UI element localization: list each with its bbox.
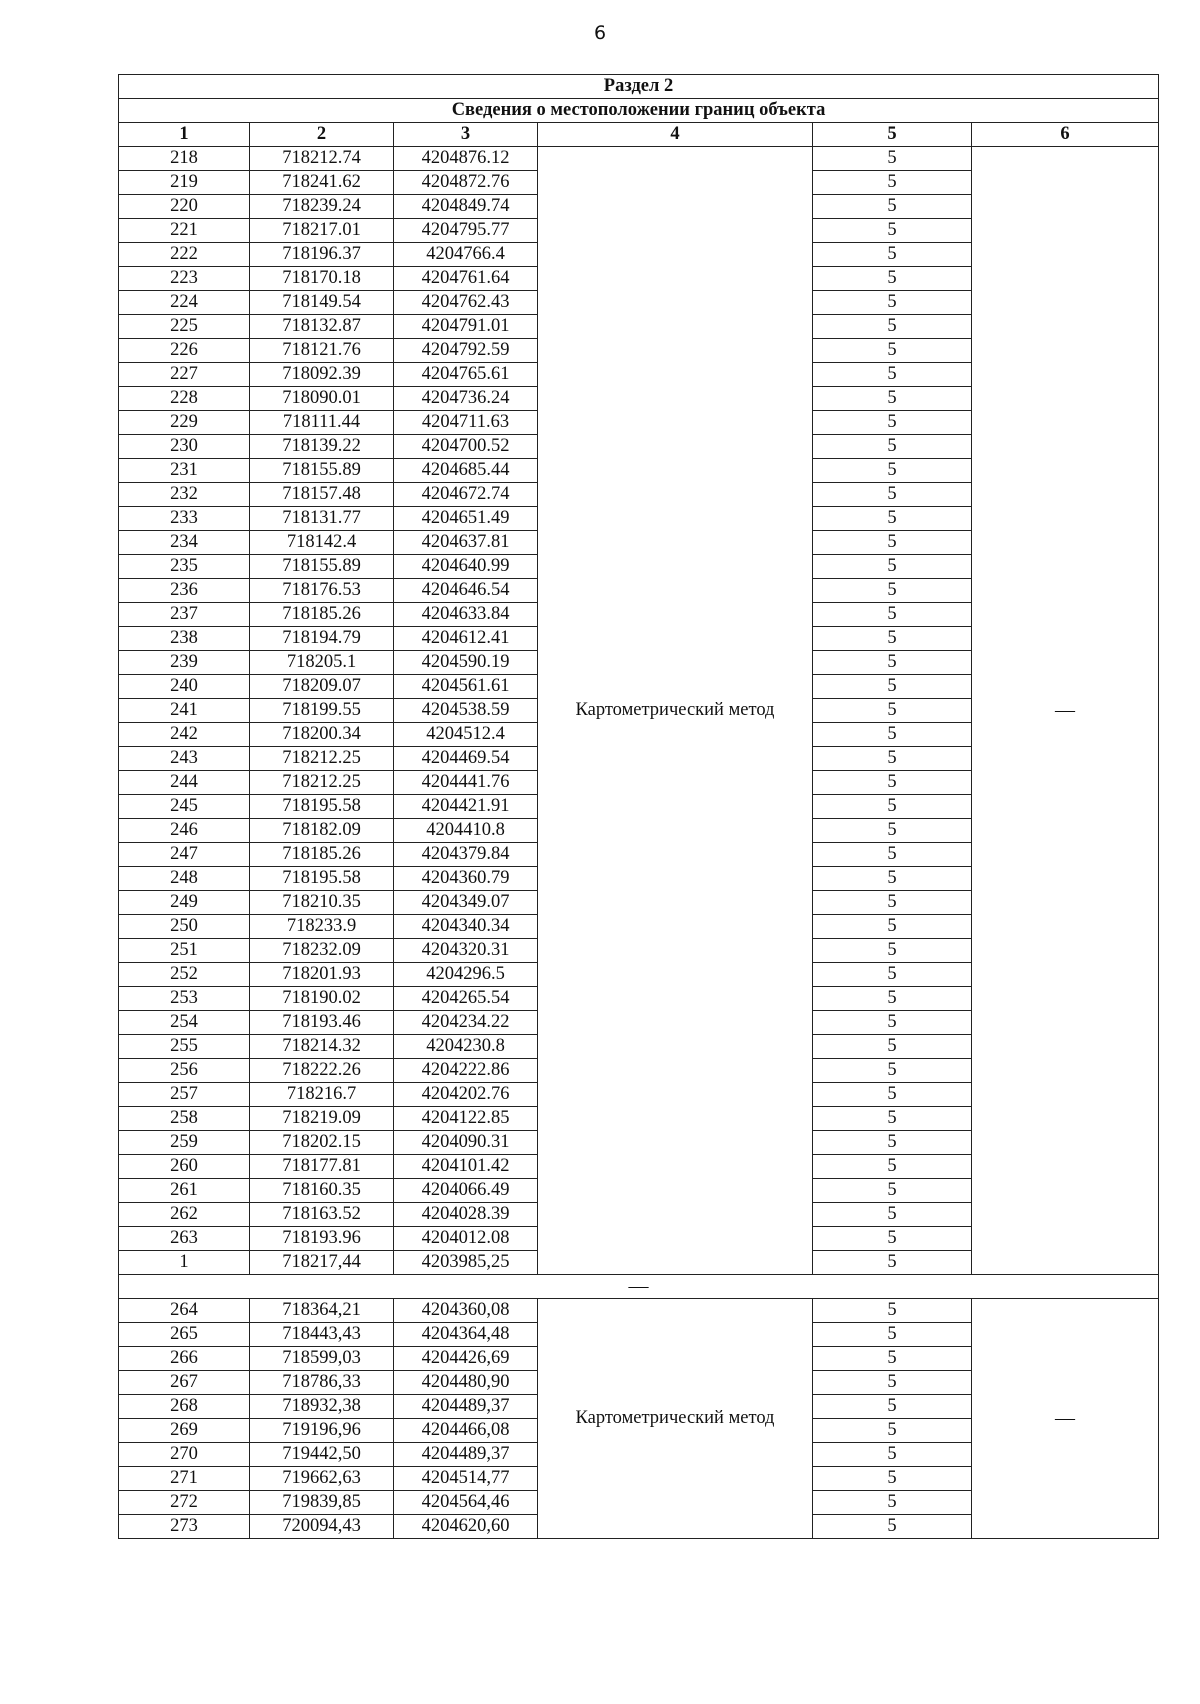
x-coordinate-cell: 718194.79 [250,627,394,651]
y-coordinate-cell: 4204711.63 [394,411,538,435]
point-number-cell: 265 [119,1323,250,1347]
accuracy-cell: 5 [813,1203,972,1227]
y-coordinate-cell: 4204876.12 [394,147,538,171]
accuracy-cell: 5 [813,1107,972,1131]
y-coordinate-cell: 4204736.24 [394,387,538,411]
y-coordinate-cell: 4204590.19 [394,651,538,675]
point-number-cell: 236 [119,579,250,603]
point-number-cell: 249 [119,891,250,915]
y-coordinate-cell: 4204222.86 [394,1059,538,1083]
y-coordinate-cell: 4204651.49 [394,507,538,531]
x-coordinate-cell: 718205.1 [250,651,394,675]
accuracy-cell: 5 [813,675,972,699]
point-number-cell: 248 [119,867,250,891]
point-number-cell: 262 [119,1203,250,1227]
x-coordinate-cell: 718149.54 [250,291,394,315]
y-coordinate-cell: 4204469.54 [394,747,538,771]
y-coordinate-cell: 4204489,37 [394,1395,538,1419]
x-coordinate-cell: 718176.53 [250,579,394,603]
point-number-cell: 239 [119,651,250,675]
x-coordinate-cell: 718199.55 [250,699,394,723]
point-number-cell: 259 [119,1131,250,1155]
point-number-cell: 230 [119,435,250,459]
accuracy-cell: 5 [813,315,972,339]
point-number-cell: 220 [119,195,250,219]
y-coordinate-cell: 4204685.44 [394,459,538,483]
y-coordinate-cell: 4204296.5 [394,963,538,987]
y-coordinate-cell: 4204792.59 [394,339,538,363]
accuracy-cell: 5 [813,699,972,723]
x-coordinate-cell: 718241.62 [250,171,394,195]
y-coordinate-cell: 4204466,08 [394,1419,538,1443]
y-coordinate-cell: 4204360.79 [394,867,538,891]
point-number-cell: 235 [119,555,250,579]
point-number-cell: 228 [119,387,250,411]
accuracy-cell: 5 [813,579,972,603]
point-number-cell: 233 [119,507,250,531]
y-coordinate-cell: 4204265.54 [394,987,538,1011]
x-coordinate-cell: 718212.25 [250,771,394,795]
x-coordinate-cell: 718185.26 [250,603,394,627]
y-coordinate-cell: 4204762.43 [394,291,538,315]
x-coordinate-cell: 718233.9 [250,915,394,939]
x-coordinate-cell: 720094,43 [250,1515,394,1539]
accuracy-cell: 5 [813,1011,972,1035]
point-number-cell: 218 [119,147,250,171]
x-coordinate-cell: 718216.7 [250,1083,394,1107]
point-number-cell: 229 [119,411,250,435]
block-separator-row [119,1275,1159,1299]
y-coordinate-cell: 4204700.52 [394,435,538,459]
y-coordinate-cell: 4204480,90 [394,1371,538,1395]
y-coordinate-cell: 4204637.81 [394,531,538,555]
point-number-cell: 258 [119,1107,250,1131]
section-title: Раздел 2 [119,75,1159,99]
table-body [119,147,1159,1539]
accuracy-cell: 5 [813,963,972,987]
x-coordinate-cell: 718210.35 [250,891,394,915]
point-number-cell: 243 [119,747,250,771]
accuracy-cell: 5 [813,1059,972,1083]
point-number-cell: 253 [119,987,250,1011]
point-number-cell: 247 [119,843,250,867]
point-number-cell: 222 [119,243,250,267]
point-number-cell: 252 [119,963,250,987]
x-coordinate-cell: 718195.58 [250,867,394,891]
y-coordinate-cell: 4204633.84 [394,603,538,627]
y-coordinate-cell: 4204538.59 [394,699,538,723]
accuracy-cell: 5 [813,939,972,963]
accuracy-cell: 5 [813,1515,972,1539]
accuracy-cell: 5 [813,171,972,195]
x-coordinate-cell: 719442,50 [250,1443,394,1467]
x-coordinate-cell: 718219.09 [250,1107,394,1131]
accuracy-cell: 5 [813,195,972,219]
x-coordinate-cell: 718217.01 [250,219,394,243]
point-number-cell: 231 [119,459,250,483]
x-coordinate-cell: 718157.48 [250,483,394,507]
accuracy-cell: 5 [813,891,972,915]
y-coordinate-cell: 4204512.4 [394,723,538,747]
point-number-cell: 221 [119,219,250,243]
y-coordinate-cell: 4204028.39 [394,1203,538,1227]
y-coordinate-cell: 4204360,08 [394,1299,538,1323]
point-number-cell: 242 [119,723,250,747]
accuracy-cell: 5 [813,603,972,627]
x-coordinate-cell: 718092.39 [250,363,394,387]
point-number-cell: 266 [119,1347,250,1371]
accuracy-cell: 5 [813,147,972,171]
point-number-cell: 225 [119,315,250,339]
y-coordinate-cell: 4204230.8 [394,1035,538,1059]
point-number-cell: 261 [119,1179,250,1203]
section-subtitle: Сведения о местоположении границ объекта [119,99,1159,123]
x-coordinate-cell: 718185.26 [250,843,394,867]
accuracy-cell: 5 [813,1395,972,1419]
point-number-cell: 255 [119,1035,250,1059]
accuracy-cell: 5 [813,987,972,1011]
x-coordinate-cell: 718190.02 [250,987,394,1011]
column-header-1: 1 [119,123,250,147]
y-coordinate-cell: 4204012.08 [394,1227,538,1251]
x-coordinate-cell: 718364,21 [250,1299,394,1323]
accuracy-cell: 5 [813,723,972,747]
x-coordinate-cell: 718139.22 [250,435,394,459]
point-number-cell: 237 [119,603,250,627]
y-coordinate-cell: 4204872.76 [394,171,538,195]
y-coordinate-cell: 4204564,46 [394,1491,538,1515]
y-coordinate-cell: 4204672.74 [394,483,538,507]
x-coordinate-cell: 718222.26 [250,1059,394,1083]
y-coordinate-cell: 4204849.74 [394,195,538,219]
point-number-cell: 271 [119,1467,250,1491]
point-number-cell: 250 [119,915,250,939]
point-number-cell: 245 [119,795,250,819]
x-coordinate-cell: 718111.44 [250,411,394,435]
point-number-cell: 241 [119,699,250,723]
point-number-cell: 240 [119,675,250,699]
accuracy-cell: 5 [813,339,972,363]
point-number-cell: 269 [119,1419,250,1443]
y-coordinate-cell: 4204066.49 [394,1179,538,1203]
method-cell: Картометрический метод [538,1299,813,1539]
block-separator-dash: — [119,1275,1159,1299]
point-number-cell: 273 [119,1515,250,1539]
accuracy-cell: 5 [813,243,972,267]
y-coordinate-cell: 4204349.07 [394,891,538,915]
x-coordinate-cell: 718193.96 [250,1227,394,1251]
column-header-6: 6 [972,123,1159,147]
x-coordinate-cell: 718155.89 [250,555,394,579]
accuracy-cell: 5 [813,1419,972,1443]
y-coordinate-cell: 4204640.99 [394,555,538,579]
accuracy-cell: 5 [813,363,972,387]
point-number-cell: 270 [119,1443,250,1467]
y-coordinate-cell: 4204426,69 [394,1347,538,1371]
accuracy-cell: 5 [813,1299,972,1323]
table-row [119,147,1159,171]
y-coordinate-cell: 4204646.54 [394,579,538,603]
x-coordinate-cell: 718163.52 [250,1203,394,1227]
point-number-cell: 234 [119,531,250,555]
point-number-cell: 224 [119,291,250,315]
x-coordinate-cell: 718201.93 [250,963,394,987]
accuracy-cell: 5 [813,843,972,867]
boundary-coordinates-table [118,74,1159,1539]
accuracy-cell: 5 [813,915,972,939]
point-number-cell: 257 [119,1083,250,1107]
x-coordinate-cell: 718177.81 [250,1155,394,1179]
accuracy-cell: 5 [813,411,972,435]
table-row [119,1299,1159,1323]
point-number-cell: 246 [119,819,250,843]
method-cell: Картометрический метод [538,147,813,1275]
y-coordinate-cell: 4204320.31 [394,939,538,963]
accuracy-cell: 5 [813,1371,972,1395]
x-coordinate-cell: 718209.07 [250,675,394,699]
point-number-cell: 264 [119,1299,250,1323]
accuracy-cell: 5 [813,1155,972,1179]
x-coordinate-cell: 718599,03 [250,1347,394,1371]
x-coordinate-cell: 718121.76 [250,339,394,363]
point-number-cell: 244 [119,771,250,795]
column-number-row [119,123,1159,147]
x-coordinate-cell: 718132.87 [250,315,394,339]
y-coordinate-cell: 4204379.84 [394,843,538,867]
y-coordinate-cell: 4204514,77 [394,1467,538,1491]
point-number-cell: 254 [119,1011,250,1035]
accuracy-cell: 5 [813,531,972,555]
accuracy-cell: 5 [813,219,972,243]
x-coordinate-cell: 718232.09 [250,939,394,963]
x-coordinate-cell: 718200.34 [250,723,394,747]
y-coordinate-cell: 4204234.22 [394,1011,538,1035]
y-coordinate-cell: 4204612.41 [394,627,538,651]
x-coordinate-cell: 718090.01 [250,387,394,411]
accuracy-cell: 5 [813,1347,972,1371]
x-coordinate-cell: 718196.37 [250,243,394,267]
y-coordinate-cell: 4204122.85 [394,1107,538,1131]
y-coordinate-cell: 4204791.01 [394,315,538,339]
accuracy-cell: 5 [813,507,972,531]
column-header-3: 3 [394,123,538,147]
y-coordinate-cell: 4204766.4 [394,243,538,267]
point-number-cell: 227 [119,363,250,387]
y-coordinate-cell: 4204765.61 [394,363,538,387]
y-coordinate-cell: 4203985,25 [394,1251,538,1275]
accuracy-cell: 5 [813,1323,972,1347]
y-coordinate-cell: 4204410.8 [394,819,538,843]
x-coordinate-cell: 718239.24 [250,195,394,219]
point-number-cell: 268 [119,1395,250,1419]
accuracy-cell: 5 [813,867,972,891]
column-header-4: 4 [538,123,813,147]
accuracy-cell: 5 [813,795,972,819]
x-coordinate-cell: 718443,43 [250,1323,394,1347]
point-number-cell: 251 [119,939,250,963]
accuracy-cell: 5 [813,387,972,411]
point-number-cell: 267 [119,1371,250,1395]
column-header-2: 2 [250,123,394,147]
page-number: 6 [593,22,607,44]
y-coordinate-cell: 4204561.61 [394,675,538,699]
point-number-cell: 226 [119,339,250,363]
point-number-cell: 232 [119,483,250,507]
description-cell: — [972,147,1159,1275]
accuracy-cell: 5 [813,1083,972,1107]
x-coordinate-cell: 719839,85 [250,1491,394,1515]
y-coordinate-cell: 4204489,37 [394,1443,538,1467]
accuracy-cell: 5 [813,555,972,579]
description-cell: — [972,1299,1159,1539]
x-coordinate-cell: 718193.46 [250,1011,394,1035]
x-coordinate-cell: 718170.18 [250,267,394,291]
x-coordinate-cell: 718214.32 [250,1035,394,1059]
point-number-cell: 238 [119,627,250,651]
accuracy-cell: 5 [813,1467,972,1491]
point-number-cell: 272 [119,1491,250,1515]
x-coordinate-cell: 719662,63 [250,1467,394,1491]
point-number-cell: 260 [119,1155,250,1179]
x-coordinate-cell: 718932,38 [250,1395,394,1419]
x-coordinate-cell: 718131.77 [250,507,394,531]
accuracy-cell: 5 [813,651,972,675]
x-coordinate-cell: 718182.09 [250,819,394,843]
accuracy-cell: 5 [813,819,972,843]
x-coordinate-cell: 718217,44 [250,1251,394,1275]
y-coordinate-cell: 4204202.76 [394,1083,538,1107]
accuracy-cell: 5 [813,1179,972,1203]
x-coordinate-cell: 718202.15 [250,1131,394,1155]
point-number-cell: 1 [119,1251,250,1275]
y-coordinate-cell: 4204090.31 [394,1131,538,1155]
accuracy-cell: 5 [813,1131,972,1155]
accuracy-cell: 5 [813,771,972,795]
x-coordinate-cell: 718160.35 [250,1179,394,1203]
point-number-cell: 256 [119,1059,250,1083]
x-coordinate-cell: 718212.25 [250,747,394,771]
point-number-cell: 263 [119,1227,250,1251]
column-header-5: 5 [813,123,972,147]
accuracy-cell: 5 [813,483,972,507]
y-coordinate-cell: 4204620,60 [394,1515,538,1539]
accuracy-cell: 5 [813,1251,972,1275]
y-coordinate-cell: 4204340.34 [394,915,538,939]
accuracy-cell: 5 [813,435,972,459]
accuracy-cell: 5 [813,747,972,771]
y-coordinate-cell: 4204421.91 [394,795,538,819]
y-coordinate-cell: 4204761.64 [394,267,538,291]
y-coordinate-cell: 4204101.42 [394,1155,538,1179]
y-coordinate-cell: 4204795.77 [394,219,538,243]
point-number-cell: 223 [119,267,250,291]
x-coordinate-cell: 718786,33 [250,1371,394,1395]
accuracy-cell: 5 [813,1443,972,1467]
accuracy-cell: 5 [813,1491,972,1515]
accuracy-cell: 5 [813,1227,972,1251]
accuracy-cell: 5 [813,459,972,483]
x-coordinate-cell: 718155.89 [250,459,394,483]
accuracy-cell: 5 [813,291,972,315]
x-coordinate-cell: 718212.74 [250,147,394,171]
y-coordinate-cell: 4204364,48 [394,1323,538,1347]
point-number-cell: 219 [119,171,250,195]
accuracy-cell: 5 [813,267,972,291]
y-coordinate-cell: 4204441.76 [394,771,538,795]
x-coordinate-cell: 718142.4 [250,531,394,555]
x-coordinate-cell: 718195.58 [250,795,394,819]
accuracy-cell: 5 [813,1035,972,1059]
x-coordinate-cell: 719196,96 [250,1419,394,1443]
accuracy-cell: 5 [813,627,972,651]
